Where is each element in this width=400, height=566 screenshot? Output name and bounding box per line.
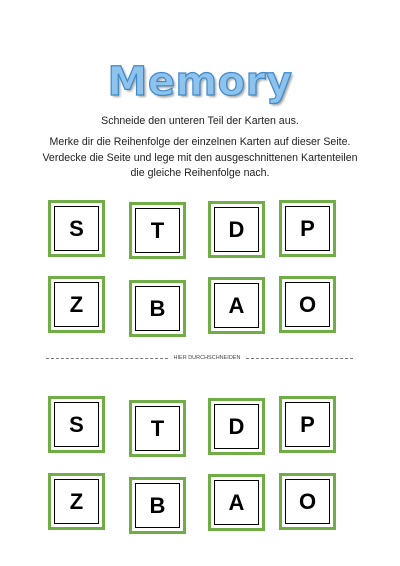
top-card-7	[208, 277, 265, 334]
card-letter: A	[214, 283, 259, 328]
card-letter: B	[135, 286, 180, 331]
bottom-card-3	[208, 398, 265, 455]
top-card-6	[129, 280, 186, 337]
bottom-card-6	[129, 477, 186, 534]
instruction-cut: Schneide den unteren Teil der Karten aus.	[101, 115, 299, 127]
cut-line-label: HIER DURCHSCHNEIDEN	[173, 355, 241, 361]
bottom-card-4	[279, 396, 336, 453]
card-letter: D	[214, 207, 259, 252]
card-letter: S	[54, 402, 99, 447]
card-letter: P	[285, 402, 330, 447]
cut-line-dash-left	[46, 358, 168, 359]
top-card-3	[208, 201, 265, 258]
page-title: Memory	[107, 59, 293, 105]
cut-line	[46, 353, 353, 365]
cut-line-dash-right	[246, 358, 353, 359]
card-letter: Z	[54, 479, 99, 524]
top-card-1	[48, 200, 105, 257]
card-letter: T	[135, 406, 180, 451]
bottom-card-7	[208, 474, 265, 531]
bottom-card-8	[279, 473, 336, 530]
bottom-card-2	[129, 400, 186, 457]
bottom-card-1	[48, 396, 105, 453]
top-card-5	[48, 276, 105, 333]
bottom-card-5	[48, 473, 105, 530]
card-letter: O	[285, 282, 330, 327]
card-letter: D	[214, 404, 259, 449]
card-letter: P	[285, 206, 330, 251]
card-letter: Z	[54, 282, 99, 327]
top-card-4	[279, 200, 336, 257]
instruction-memorize: Merke dir die Reihenfolge der einzelnen Karten auf dieser Seite. Verdecke die Seite und lege mit den ausgeschnittenen Kartenteilen die gleiche Reihenfolge nach.	[42, 136, 358, 179]
card-letter: O	[285, 479, 330, 524]
top-card-8	[279, 276, 336, 333]
card-letter: A	[214, 480, 259, 525]
card-letter: B	[135, 483, 180, 528]
card-letter: S	[54, 206, 99, 251]
top-card-2	[129, 202, 186, 259]
card-letter: T	[135, 208, 180, 253]
